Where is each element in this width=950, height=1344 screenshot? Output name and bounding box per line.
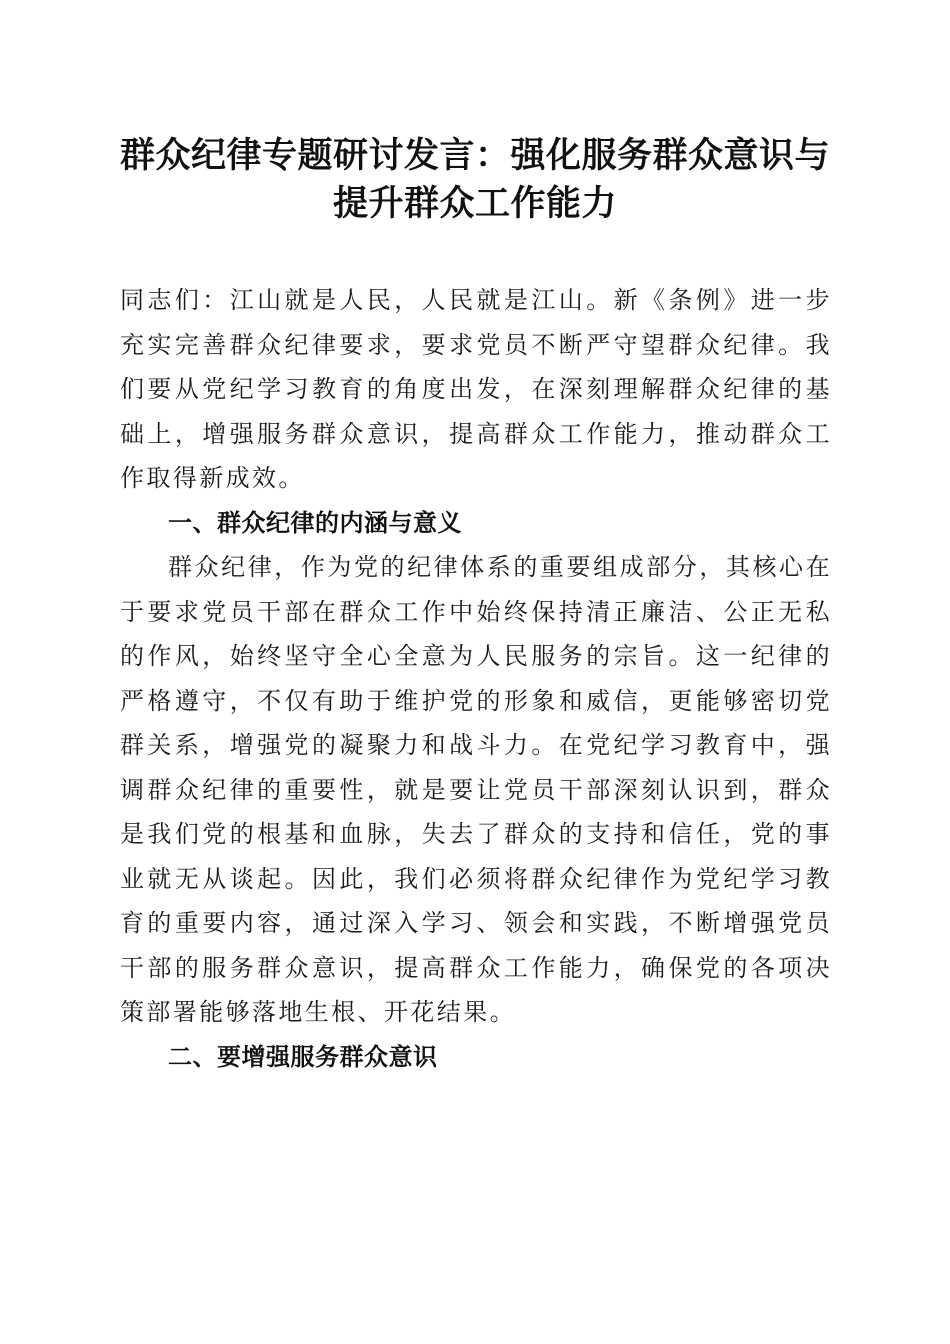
- title-line-1: 群众纪律专题研讨发言：强化服务群众意识与: [119, 135, 830, 176]
- section-1-paragraph: 群众纪律，作为党的纪律体系的重要组成部分，其核心在于要求党员干部在群众工作中始终保持清正廉洁、公正无私的作风，始终坚守全心全意为人民服务的宗旨。这一纪律的严格遵守，不仅有助于维护党的形象和威信，更能够密切党群关系，增强党的凝聚力和战斗力。在党纪学习教育中，强调群众纪律的重要性，就是要让党员干部深刻认识到，群众是我们党的根基和血脉，失去了群众的支持和信任，党的事业就无从谈起。因此，我们必须将群众纪律作为党纪学习教育的重要内容，通过深入学习、领会和实践，不断增强党员干部的服务群众意识，提高群众工作能力，确保党的各项决策部署能够落地生根、开花结果。: [120, 553, 832, 1026]
- document-body: [120, 278, 832, 1079]
- section-1-heading: 一、群众纪律的内涵与意义: [168, 508, 462, 537]
- document-title: [100, 132, 850, 228]
- section-2-heading: 二、要增强服务群众意识: [168, 1042, 438, 1071]
- title-line-2: 提升群众工作能力: [332, 183, 617, 224]
- opening-paragraph: 同志们：江山就是人民，人民就是江山。新《条例》进一步充实完善群众纪律要求，要求党员不断严守望群众纪律。我们要从党纪学习教育的角度出发，在深刻理解群众纪律的基础上，增强服务群众意识，提高群众工作能力，推动群众工作取得新成效。: [120, 286, 832, 492]
